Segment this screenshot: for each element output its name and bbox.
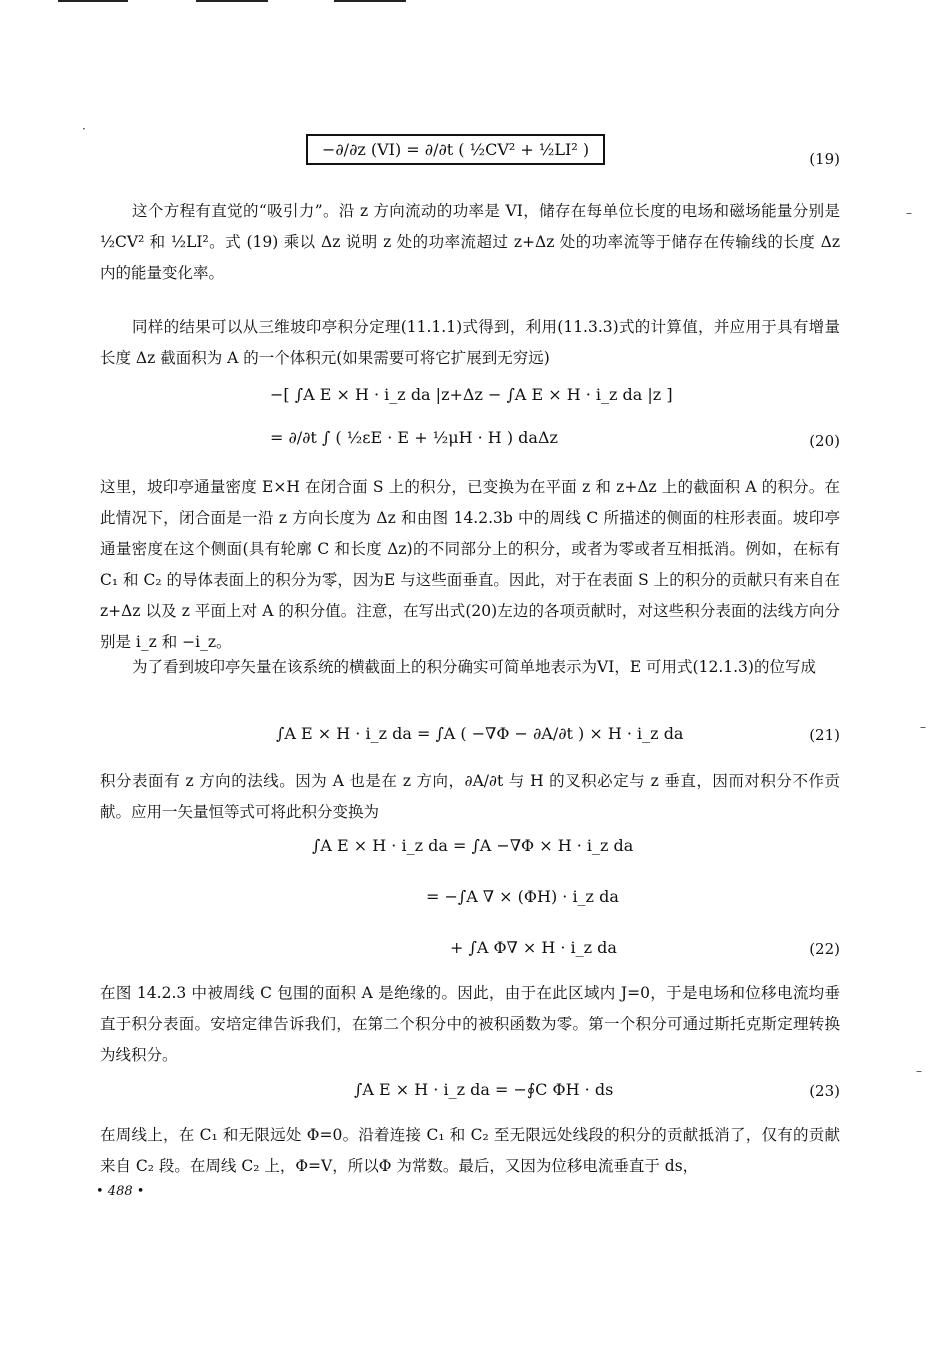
equation-number-23: (23) bbox=[809, 1082, 840, 1100]
paragraph-7: 在周线上，在 C₁ 和无限远处 Φ=0。沿着连接 C₁ 和 C₂ 至无限远处线段的积分的贡献抵消了，仅有的贡献来自 C₂ 段。在周线 C₂ 上，Φ=V，所以Φ 为常数。最后，又因为位移电流垂直于 ds， bbox=[100, 1126, 840, 1175]
equation-20-line-2: = ∂/∂t ∫ ( ½εE · E + ½μH · H ) daΔz bbox=[270, 428, 558, 447]
page-number: • 488 • bbox=[96, 1184, 145, 1199]
right-margin-mark-2: – bbox=[920, 720, 926, 734]
top-rule-2 bbox=[196, 0, 268, 2]
paragraph-2: 同样的结果可以从三维坡印亭积分定理(11.1.1)式得到，利用(11.3.3)式的计算值，并应用于具有增量长度 Δz 截面积为 A 的一个体积元(如果需要可将它扩展到无穷远) bbox=[100, 318, 840, 367]
equation-20-line-1: −[ ∫A E × H · i_z da |z+Δz − ∫A E × H · i_z da |z ] bbox=[270, 385, 673, 404]
right-margin-mark-3: – bbox=[916, 1064, 922, 1078]
equation-19 bbox=[306, 134, 605, 165]
equation-number-19: (19) bbox=[809, 150, 840, 168]
paragraph-3: 这里，坡印亭通量密度 E×H 在闭合面 S 上的积分，已变换为在平面 z 和 z+Δz 上的截面积 A 的积分。在此情况下，闭合面是一沿 z 方向长度为 Δz 和由图 14.2.3b 中的周线 C 所描述的侧面的柱形表面。坡印亭通量密度在这个侧面(具有轮廓 C 和长度 Δz)的不同部分上的积分，或者为零或者互相抵消。例如，在标有 C₁ 和 C₂ 的导体表面上的积分为零，因为E 与这些面垂直。因此，对于在表面 S 上的积分的贡献只有来自在 z+Δz 以及 z 平面上对 A 的积分值。注意，在写出式(20)左边的各项贡献时，对这些积分表面的法线方向分别是 i_z 和 −i_z。 bbox=[100, 478, 840, 651]
margin-mark: · bbox=[82, 122, 86, 136]
equation-22-line-3: + ∫A Φ∇ × H · i_z da bbox=[450, 938, 617, 957]
equation-23: ∫A E × H · i_z da = −∮C ΦH · ds bbox=[354, 1080, 614, 1099]
right-margin-mark-1: – bbox=[906, 206, 912, 220]
equation-21: ∫A E × H · i_z da = ∫A ( −∇Φ − ∂A/∂t ) × H · i_z da bbox=[276, 724, 684, 743]
equation-number-20: (20) bbox=[809, 432, 840, 450]
paragraph-1: 这个方程有直觉的“吸引力”。沿 z 方向流动的功率是 VI，储存在每单位长度的电场和磁场能量分别是 ½CV² 和 ½LI²。式 (19) 乘以 Δz 说明 z 处的功率流超过 z+Δz 处的功率流等于储存在传输线的长度 Δz 内的能量变化率。 bbox=[100, 202, 840, 282]
equation-22-line-1: ∫A E × H · i_z da = ∫A −∇Φ × H · i_z da bbox=[312, 836, 634, 855]
paragraph-4: 为了看到坡印亭矢量在该系统的横截面上的积分确实可简单地表示为VI，E 可用式(12.1.3)的位写成 bbox=[132, 658, 816, 676]
top-rule-1 bbox=[58, 0, 128, 2]
paragraph-6: 在图 14.2.3 中被周线 C 包围的面积 A 是绝缘的。因此，由于在此区域内 J=0，于是电场和位移电流均垂直于积分表面。安培定律告诉我们，在第二个积分中的被积函数为零。第一个积分可通过斯托克斯定理转换为线积分。 bbox=[100, 984, 840, 1064]
equation-number-21: (21) bbox=[809, 726, 840, 744]
paragraph-5: 积分表面有 z 方向的法线。因为 A 也是在 z 方向，∂A/∂t 与 H 的叉积必定与 z 垂直，因而对积分不作贡献。应用一矢量恒等式可将此积分变换为 bbox=[100, 772, 840, 821]
equation-22-line-2: = −∫A ∇ × (ΦH) · i_z da bbox=[426, 887, 619, 906]
equation-number-22: (22) bbox=[809, 940, 840, 958]
top-rule-3 bbox=[334, 0, 406, 2]
equation-19-body: −∂/∂z (VI) = ∂/∂t ( ½CV² + ½LI² ) bbox=[306, 134, 605, 165]
